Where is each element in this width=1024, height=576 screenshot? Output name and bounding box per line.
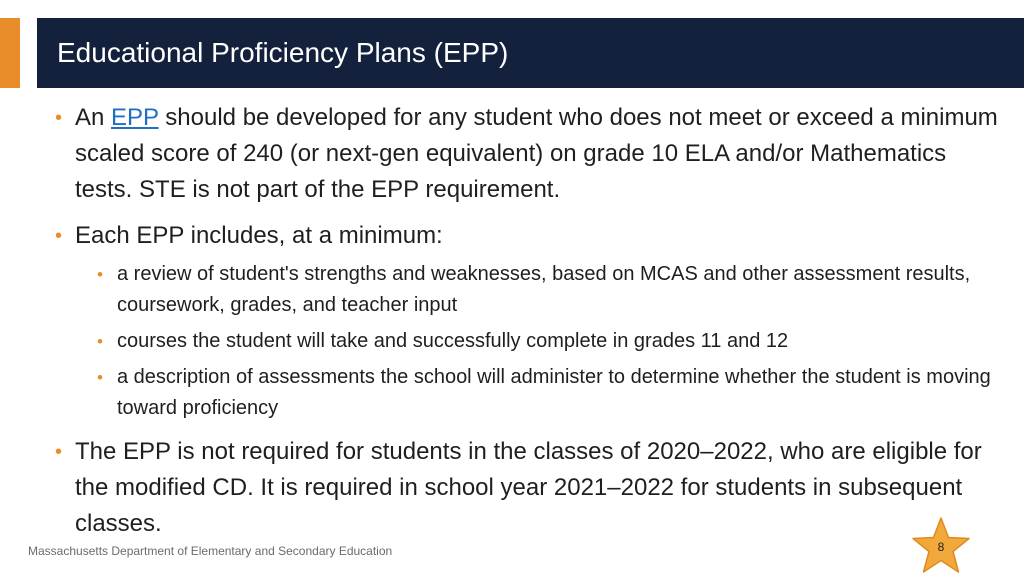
bullet-epp-requirement bbox=[55, 100, 1005, 208]
bullet-not-required bbox=[55, 434, 1005, 542]
sub-bullet-text: courses the student will take and successfully complete in grades 11 and 12 bbox=[117, 330, 789, 352]
sub-bullet-dot: • bbox=[97, 265, 103, 284]
title-bar bbox=[37, 18, 1024, 88]
bullet-dot: • bbox=[55, 107, 63, 129]
bullet-dot: • bbox=[55, 441, 63, 463]
sub-bullet-dot: • bbox=[97, 332, 103, 351]
epp-link[interactable]: EPP bbox=[111, 104, 159, 131]
bullet-text: The EPP is not required for students in the classes of 2020–2022, who are eligible for the modified CD. It is required in school year 2021–2022 for students in subsequent classes. bbox=[75, 438, 982, 537]
bullet-dot: • bbox=[55, 225, 63, 247]
sub-bullet-courses bbox=[55, 326, 1005, 357]
sub-bullet-dot: • bbox=[97, 368, 103, 387]
page-number: 8 bbox=[937, 540, 945, 554]
slide-title: Educational Proficiency Plans (EPP) bbox=[57, 37, 509, 68]
bullet-text: Each EPP includes, at a minimum: bbox=[75, 222, 443, 249]
slide-body bbox=[55, 100, 1005, 542]
accent-bar bbox=[0, 18, 20, 88]
bullet-epp-includes bbox=[55, 218, 1005, 254]
sub-bullet-assessments bbox=[55, 362, 1005, 424]
bullet-text-pre: An bbox=[75, 104, 105, 131]
sub-bullet-review bbox=[55, 259, 1005, 321]
sub-bullet-text: a description of assessments the school will administer to determine whether the student is moving toward proficiency bbox=[117, 366, 991, 419]
footer-text: Massachusetts Department of Elementary and Secondary Education bbox=[28, 544, 393, 558]
sub-bullet-text: a review of student's strengths and weaknesses, based on MCAS and other assessment results, coursework, grades, and teacher input bbox=[117, 263, 971, 316]
bullet-text-post: should be developed for any student who does not meet or exceed a minimum scaled score of 240 (or next-gen equivalent) on grade 10 ELA and/or Mathematics tests. STE is not part of the EPP requirement. bbox=[75, 104, 998, 203]
